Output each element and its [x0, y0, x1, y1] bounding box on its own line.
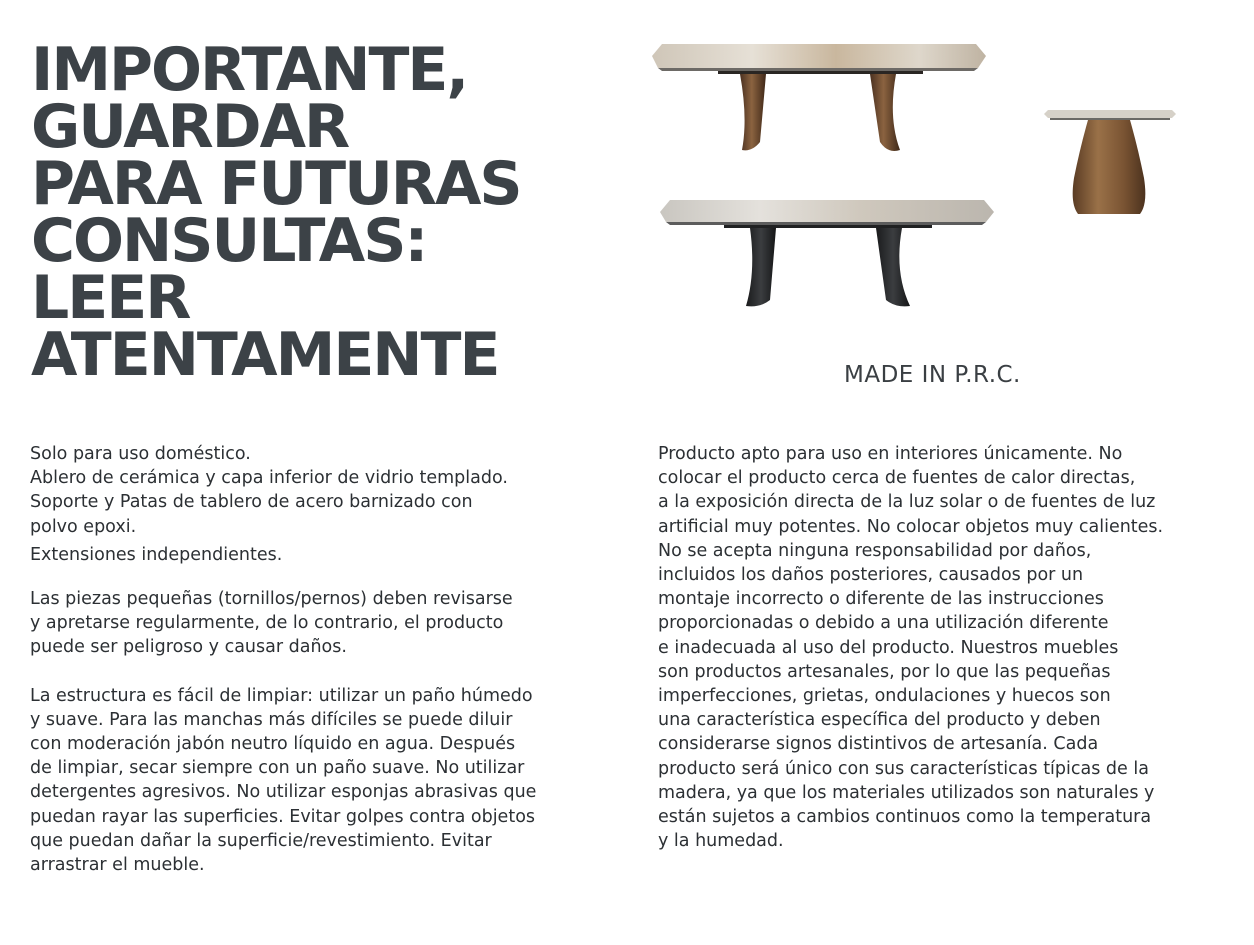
- care-line: Las piezas pequeñas (tornillos/pernos) deben revisarse: [30, 589, 513, 610]
- care-line: Ablero de cerámica y capa inferior de vidrio templado.: [30, 468, 508, 489]
- table-black-image: [656, 196, 998, 312]
- notice-line: No se acepta ninguna responsabilidad por daños,: [658, 540, 1092, 561]
- paragraph-gap: [30, 567, 610, 587]
- care-line: Extensiones independientes.: [30, 544, 283, 565]
- table-bronze-image: [648, 38, 990, 156]
- notice-line: incluidos los daños posteriores, causados por un: [658, 565, 1084, 586]
- notice-line: están sujetos a cambios continuos como la temperatura: [658, 807, 1152, 828]
- headline: [31, 35, 521, 390]
- care-line: detergentes agresivos. No utilizar esponjas abrasivas que: [30, 782, 537, 803]
- table-black-icon: [660, 200, 994, 306]
- notice-line: montaje incorrecto o diferente de las instrucciones: [658, 589, 1104, 610]
- notice-line: y la humedad.: [658, 831, 784, 852]
- care-line: y apretarse regularmente, de lo contrario, el producto: [30, 613, 504, 634]
- notice-line: son productos artesanales, por lo que las pequeñas: [658, 661, 1111, 682]
- care-line: y suave. Para las manchas más difíciles se puede diluir: [30, 709, 513, 730]
- notice-line: e inadecuada al uso del producto. Nuestros muebles: [658, 637, 1119, 658]
- care-line: La estructura es fácil de limpiar: utilizar un paño húmedo: [30, 685, 533, 706]
- care-line: de limpiar, secar siempre con un paño suave. No utilizar: [30, 758, 525, 779]
- notice-line: artificial muy potentes. No colocar objetos muy calientes.: [658, 516, 1164, 537]
- care-line: que puedan dañar la superficie/revestimiento. Evitar: [30, 830, 492, 851]
- care-line: puedan rayar las superficies. Evitar golpes contra objetos: [30, 806, 536, 827]
- care-line: Solo para uso doméstico.: [30, 444, 251, 464]
- notice-line: a la exposición directa de la luz solar o de fuentes de luz: [658, 492, 1156, 513]
- side-table-image: [1040, 108, 1180, 220]
- headline-line-1: IMPORTANTE,: [31, 35, 468, 105]
- notice-line: considerarse signos distintivos de artesanía. Cada: [658, 734, 1099, 755]
- notice-line: proporcionadas o debido a una utilización diferente: [658, 613, 1109, 634]
- headline-line-5: LEER: [31, 263, 190, 333]
- care-line: arrastrar el mueble.: [30, 855, 205, 876]
- right-column: [658, 442, 1238, 853]
- notice-line: colocar el producto cerca de fuentes de calor directas,: [658, 468, 1136, 489]
- table-bronze-icon: [652, 44, 986, 151]
- paragraph-gap: [30, 660, 610, 684]
- notice-line: imperfecciones, grietas, ondulaciones y huecos son: [658, 686, 1111, 707]
- headline-line-4: CONSULTAS:: [31, 206, 427, 276]
- notice-line: madera, ya que los materiales utilizados son naturales y: [658, 782, 1155, 803]
- notice-line: Producto apto para uso en interiores únicamente. No: [658, 444, 1123, 464]
- side-table-icon: [1044, 110, 1176, 214]
- care-line: con moderación jabón neutro líquido en agua. Después: [30, 734, 516, 755]
- headline-line-3: PARA FUTURAS: [31, 149, 521, 219]
- notice-line: producto será único con sus características típicas de la: [658, 758, 1149, 779]
- notice-line: una característica específica del producto y deben: [658, 710, 1101, 731]
- left-column: [30, 442, 610, 877]
- care-line: Soporte y Patas de tablero de acero barnizado con: [30, 492, 473, 513]
- made-in-label: MADE IN P.R.C.: [844, 362, 1021, 388]
- care-line: polvo epoxi.: [30, 516, 137, 537]
- care-line: puede ser peligroso y causar daños.: [30, 637, 347, 658]
- headline-line-6: ATENTAMENTE: [31, 320, 499, 390]
- headline-line-2: GUARDAR: [31, 92, 349, 162]
